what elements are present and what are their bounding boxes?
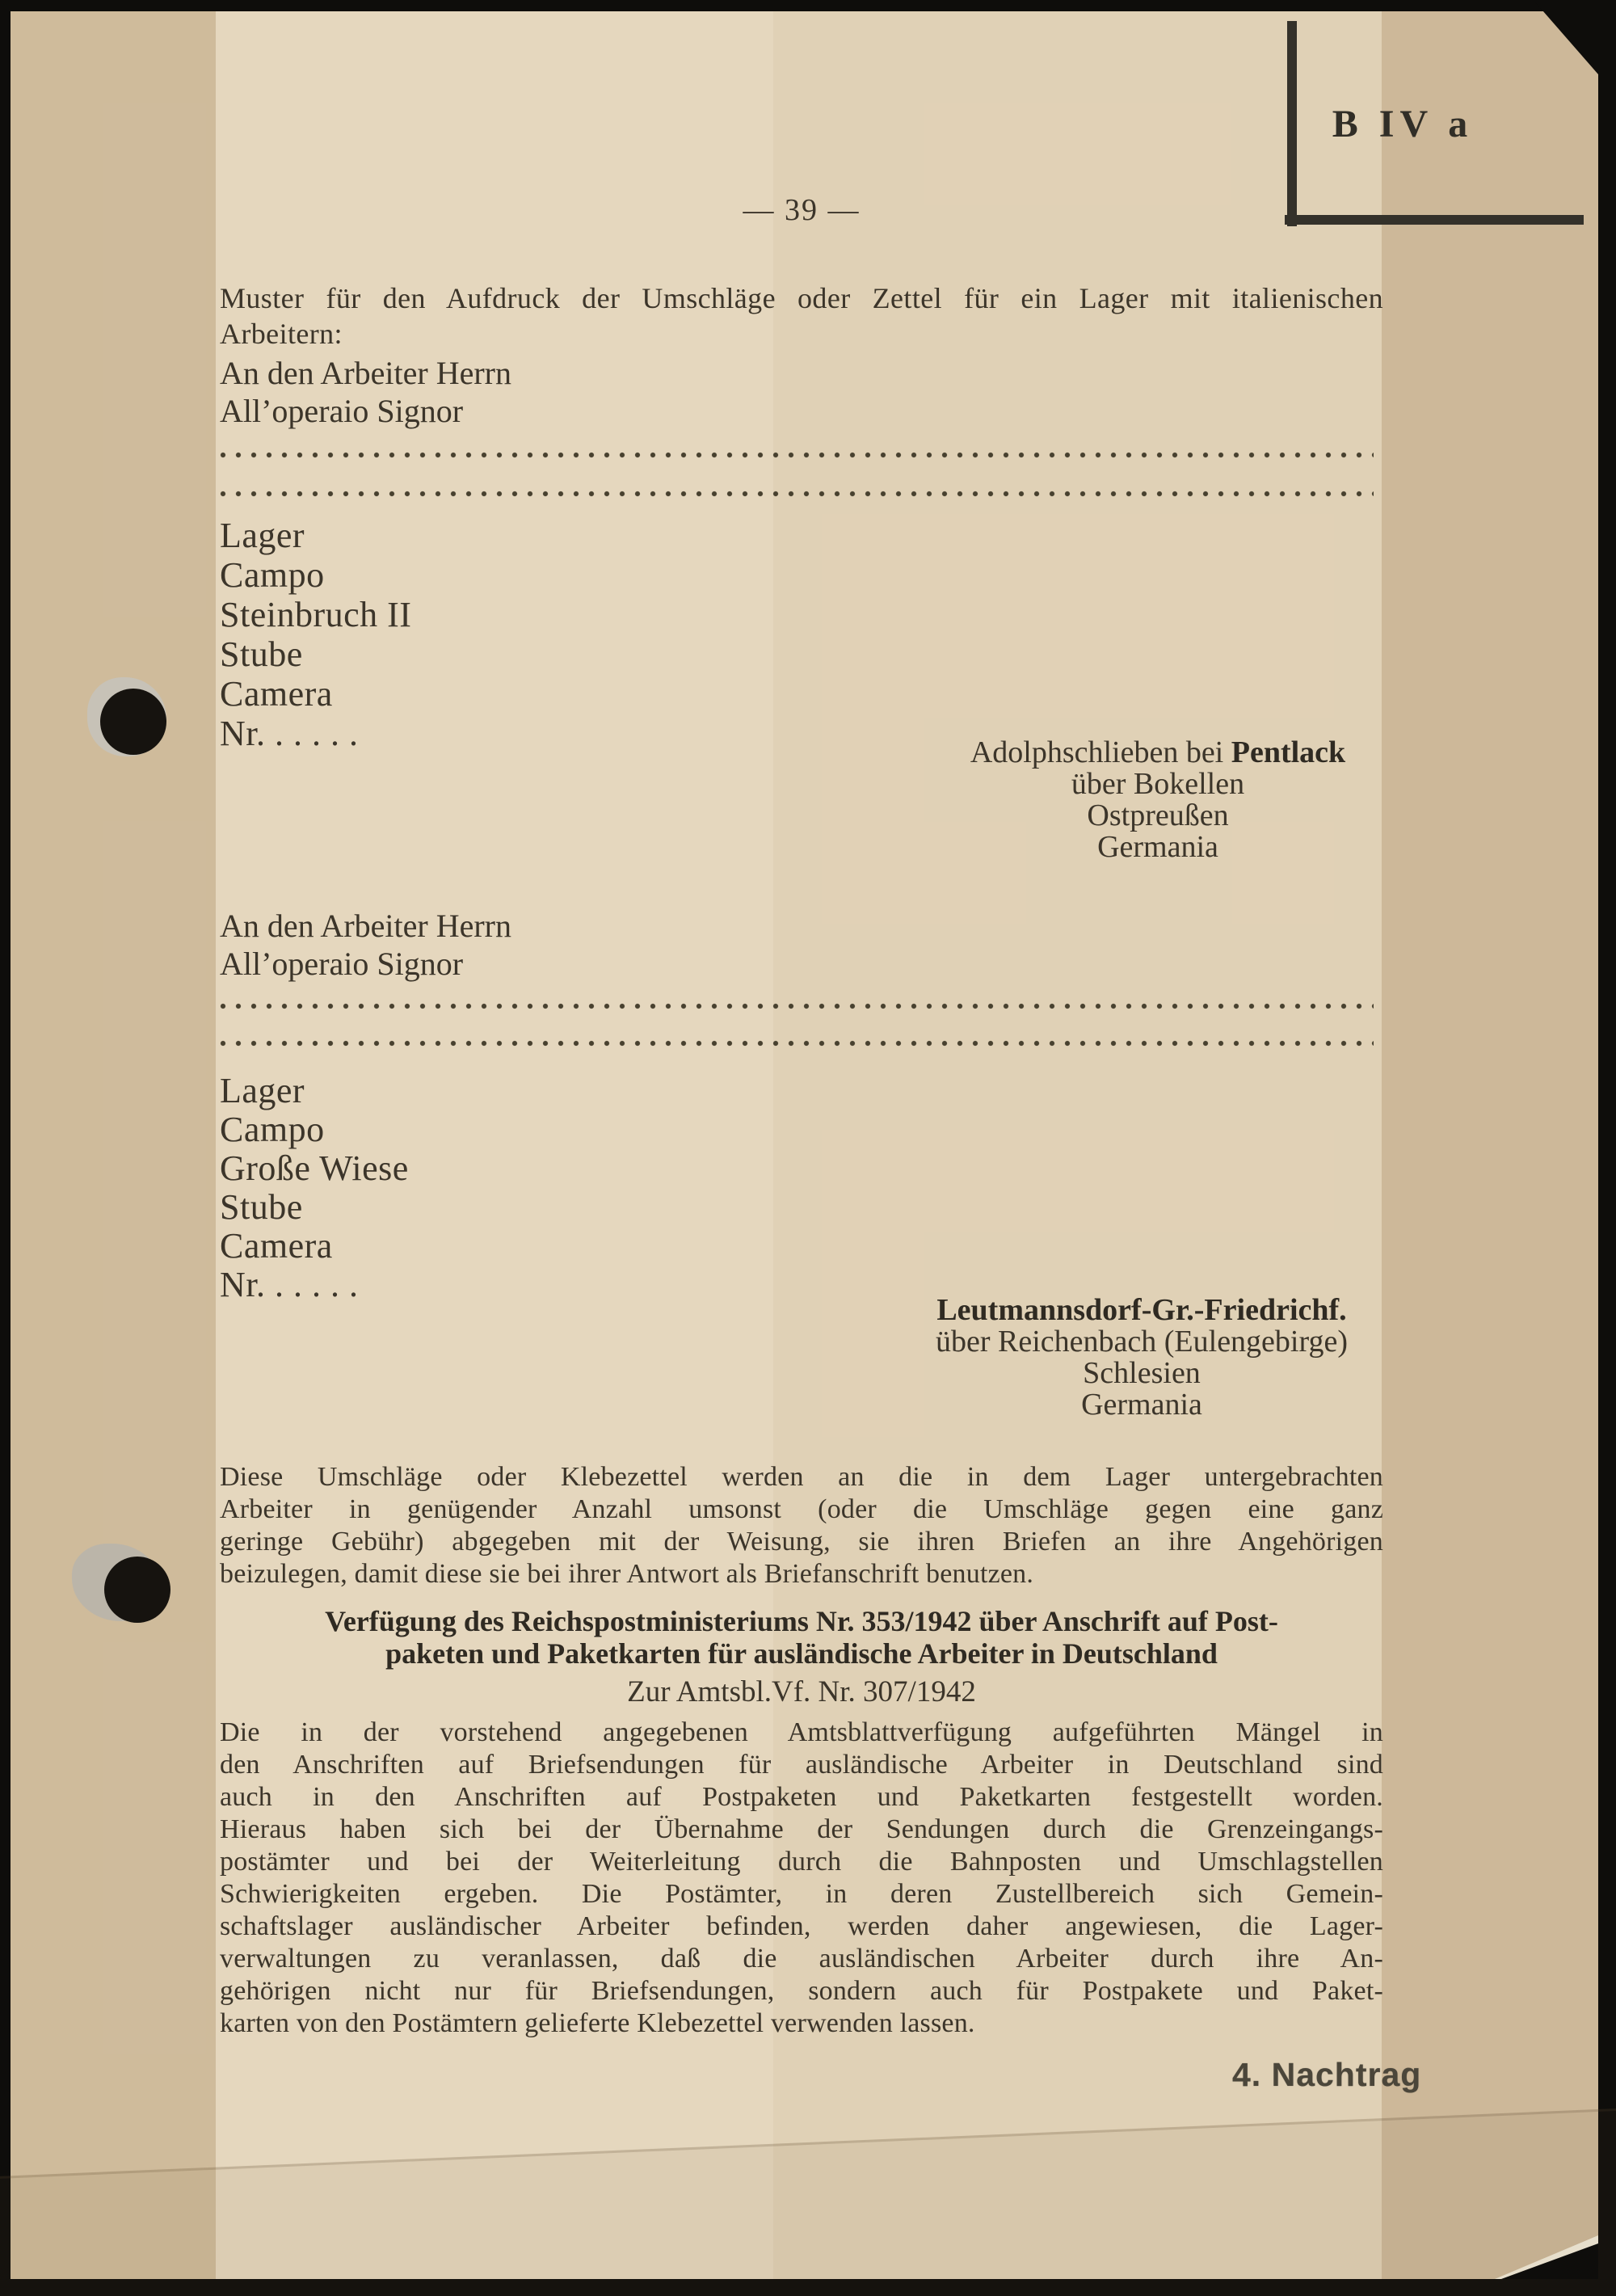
supplement-stamp: 4. Nachtrag bbox=[1232, 2056, 1422, 2093]
form-field-line: Lager bbox=[220, 516, 305, 555]
address-line-bold: Pentlack bbox=[1231, 735, 1346, 769]
paragraph-line: Schwierigkeiten ergeben. Die Postämter, in deren Zustellbereich sich Gemein- bbox=[220, 1879, 1383, 1909]
form2-fields bbox=[220, 1072, 1383, 1304]
decree-heading-line: Verfügung des Reichspostministeriums Nr. 353/1942 über Anschrift auf Post- bbox=[325, 1605, 1278, 1637]
curled-corner-highlight bbox=[1495, 2235, 1598, 2279]
form-field-line: Lager bbox=[220, 1071, 305, 1110]
paragraph-line: gehörigen nicht nur für Briefsendungen, sondern auch für Postpakete und Paket- bbox=[220, 1976, 1383, 2006]
page-number: — 39 — bbox=[743, 193, 861, 227]
intro-line: Arbeitern: bbox=[220, 318, 343, 350]
paragraph-line: Die in der vorstehend angegebenen Amtsblattverfügung aufgeführten Mängel in bbox=[220, 1717, 1383, 1747]
form-field-line: Campo bbox=[220, 1110, 325, 1149]
address-line: Germania bbox=[1081, 1388, 1202, 1422]
paragraph-line: postämter und bei der Weiterleitung durch die Bahnposten und Umschlagstellen bbox=[220, 1847, 1383, 1877]
form1-camp-address bbox=[907, 737, 1408, 863]
form-field-line: Steinbruch II bbox=[220, 595, 412, 634]
paragraph-line: verwaltungen zu veranlassen, daß die ausländischen Arbeiter durch ihre An- bbox=[220, 1944, 1383, 1974]
fold-shade bbox=[0, 2105, 1616, 2296]
form-field-line: Camera bbox=[220, 1226, 333, 1266]
reference-text: Zur Amtsbl.Vf. Nr. 307/1942 bbox=[627, 1675, 976, 1708]
form-field-line: Große Wiese bbox=[220, 1148, 409, 1188]
salutation-line: An den Arbeiter Herrn bbox=[220, 908, 511, 944]
classification-label: B IV a bbox=[1332, 103, 1474, 145]
address-line: Ostpreußen bbox=[1087, 798, 1229, 832]
explanatory-paragraph bbox=[220, 1461, 1383, 1590]
dotted-fill-in-line bbox=[220, 1002, 1374, 1010]
form-field-line: Nr. . . . . . bbox=[220, 714, 359, 753]
decree-heading-line: paketen und Paketkarten für ausländische Arbeiter in Deutschland bbox=[385, 1637, 1218, 1670]
form2-salutation bbox=[220, 907, 1383, 983]
fold-crease bbox=[0, 2105, 1616, 2180]
address-line bbox=[907, 737, 1408, 769]
salutation-line: All’operaio Signor bbox=[220, 946, 464, 982]
dotted-fill-in-line bbox=[220, 451, 1374, 459]
decree-reference-line bbox=[220, 1675, 1383, 1709]
dotted-fill-in-line bbox=[220, 490, 1374, 498]
address-line-bold: Leutmannsdorf-Gr.-Friedrichf. bbox=[936, 1293, 1347, 1327]
paragraph-line: schaftslager ausländischer Arbeiter befinden, werden daher angewiesen, die Lager- bbox=[220, 1911, 1383, 1941]
paragraph-line: karten von den Postämtern gelieferte Klebezettel verwenden lassen. bbox=[220, 2008, 975, 2038]
form1-fields bbox=[220, 516, 1383, 753]
form-field-line: Stube bbox=[220, 1187, 303, 1227]
form2-camp-address bbox=[875, 1295, 1408, 1421]
address-line: über Bokellen bbox=[1071, 767, 1245, 801]
hole-punch-hole bbox=[100, 689, 166, 755]
dotted-fill-in-line bbox=[220, 1039, 1374, 1047]
form1-salutation bbox=[220, 354, 1383, 430]
paragraph-line: geringe Gebühr) abgegeben mit der Weisung, sie ihren Briefen an ihre Angehörigen bbox=[220, 1527, 1383, 1557]
decree-heading bbox=[220, 1605, 1383, 1670]
address-line: über Reichenbach (Eulengebirge) bbox=[936, 1325, 1348, 1359]
paragraph-line: Arbeiter in genügender Anzahl umsonst (oder die Umschläge gegen eine ganz bbox=[220, 1494, 1383, 1524]
intro-paragraph bbox=[220, 280, 1383, 353]
form-field-line: Nr. . . . . . bbox=[220, 1265, 359, 1304]
salutation-line: All’operaio Signor bbox=[220, 393, 464, 429]
paper-left-margin-shade bbox=[11, 11, 216, 2279]
scan-edge-wedge bbox=[1519, 0, 1598, 74]
paper-sheet bbox=[11, 11, 1598, 2279]
salutation-line: An den Arbeiter Herrn bbox=[220, 355, 511, 391]
decree-body-paragraph bbox=[220, 1717, 1383, 2040]
paragraph-line: Diese Umschläge oder Klebezettel werden an die in dem Lager untergebrachten bbox=[220, 1462, 1383, 1492]
hole-punch bbox=[87, 677, 178, 768]
paragraph-line: Hieraus haben sich bei der Übernahme der Sendungen durch die Grenzeingangs- bbox=[220, 1814, 1383, 1844]
address-line: Schlesien bbox=[1083, 1356, 1201, 1390]
form-field-line: Camera bbox=[220, 674, 333, 714]
address-line-regular: Adolphschlieben bei bbox=[970, 735, 1231, 769]
hole-punch-hole bbox=[104, 1557, 170, 1623]
paper-right-margin-shade bbox=[1382, 11, 1598, 2279]
paragraph-line: beizulegen, damit diese sie bei ihrer Antwort als Briefanschrift benutzen. bbox=[220, 1559, 1034, 1589]
form-field-line: Campo bbox=[220, 555, 325, 595]
paragraph-line: auch in den Anschriften auf Postpaketen und Paketkarten festgestellt worden. bbox=[220, 1782, 1383, 1812]
paragraph-line: den Anschriften auf Briefsendungen für ausländische Arbeiter in Deutschland sind bbox=[220, 1750, 1383, 1780]
address-line: Germania bbox=[1097, 830, 1218, 864]
hole-punch bbox=[72, 1536, 177, 1629]
intro-line: Muster für den Aufdruck der Umschläge oder Zettel für ein Lager mit italienischen bbox=[220, 282, 1383, 314]
form-field-line: Stube bbox=[220, 634, 303, 674]
curled-corner-shadow bbox=[1501, 2243, 1598, 2279]
